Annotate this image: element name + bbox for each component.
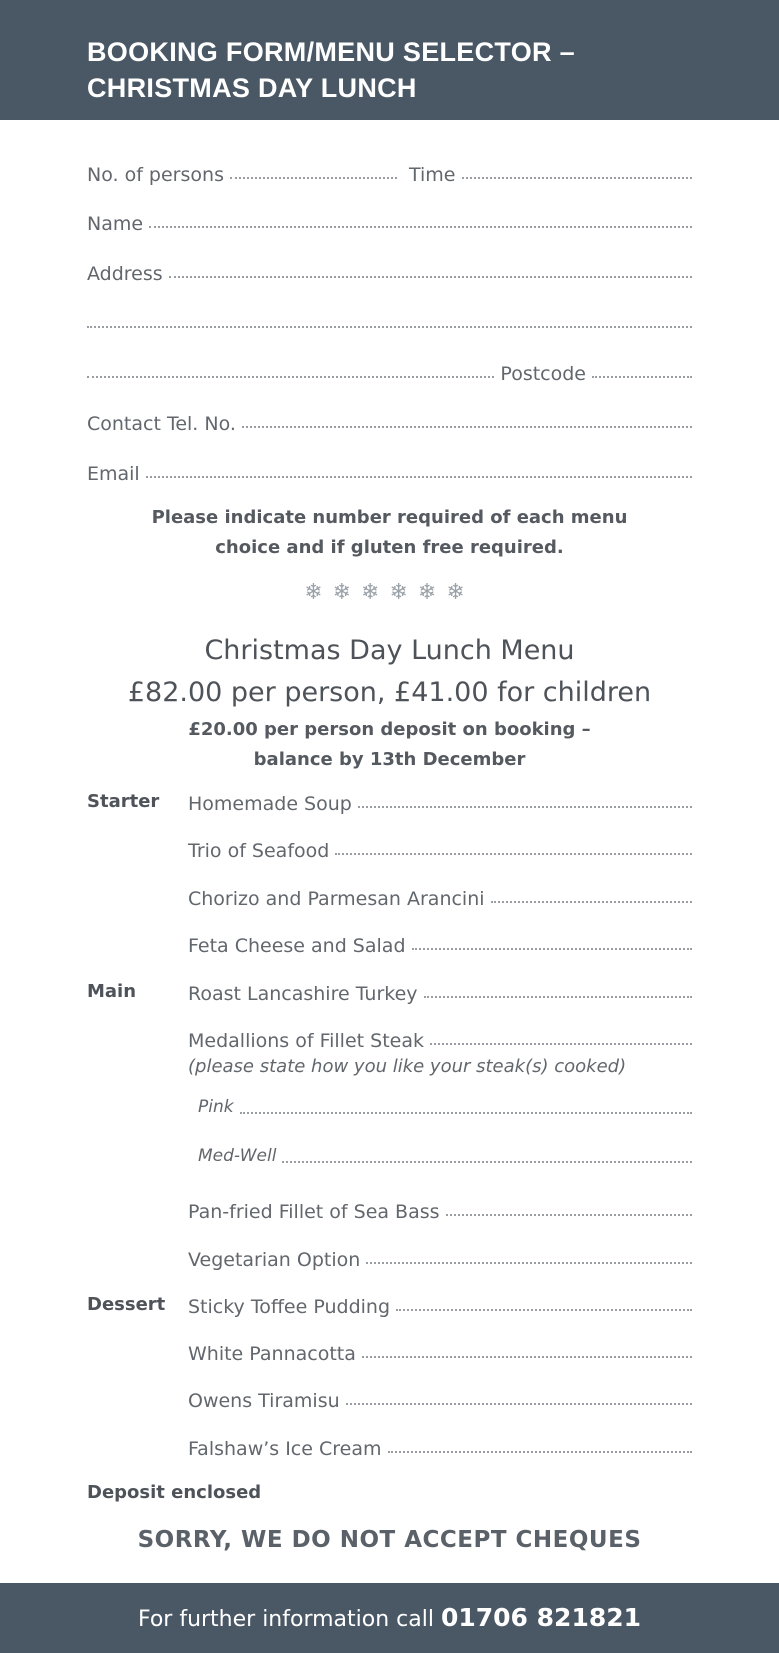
address-field-line-2[interactable]	[87, 309, 692, 335]
time-label: Time	[409, 164, 456, 186]
deposit-line-1: £20.00 per person deposit on booking –	[188, 719, 591, 740]
quantity-line[interactable]	[335, 853, 692, 855]
page-title	[87, 34, 575, 106]
instructions-line-1: Please indicate number required of each menu	[151, 507, 628, 528]
menu-item-dessert[interactable]	[188, 1386, 692, 1412]
item-label: Roast Lancashire Turkey	[188, 983, 418, 1005]
quantity-line[interactable]	[362, 1356, 692, 1358]
menu-heading	[0, 630, 779, 714]
item-label: Owens Tiramisu	[188, 1390, 340, 1412]
quantity-line[interactable]	[240, 1112, 692, 1114]
menu-item-main[interactable]	[188, 979, 692, 1005]
persons-input-line[interactable]	[230, 177, 397, 179]
item-label: Sticky Toffee Pudding	[188, 1296, 391, 1318]
footer-text: For further information call	[137, 1607, 434, 1632]
quantity-line[interactable]	[491, 901, 692, 903]
tel-label: Contact Tel. No.	[87, 413, 236, 435]
name-input-line[interactable]	[149, 226, 692, 228]
main-label: Main	[87, 981, 137, 1002]
time-field[interactable]	[409, 160, 692, 186]
starter-label: Starter	[87, 791, 160, 812]
menu-title: Christmas Day Lunch Menu	[204, 635, 575, 666]
quantity-line[interactable]	[366, 1262, 692, 1264]
title-line-1: BOOKING FORM/MENU SELECTOR –	[87, 37, 575, 67]
tel-field[interactable]	[87, 409, 692, 435]
item-label: Medallions of Fillet Steak	[188, 1030, 424, 1052]
snowflake-divider-icon: ❄❄❄❄❄❄	[304, 580, 475, 605]
menu-instructions	[0, 503, 779, 563]
persons-field[interactable]	[87, 160, 397, 186]
quantity-line[interactable]	[388, 1451, 693, 1453]
deposit-enclosed: Deposit enclosed	[87, 1482, 262, 1503]
menu-item-dessert[interactable]	[188, 1434, 692, 1460]
quantity-line[interactable]	[282, 1161, 692, 1163]
postcode-input-line[interactable]	[592, 376, 692, 378]
item-label: Feta Cheese and Salad	[188, 935, 406, 957]
email-field[interactable]	[87, 459, 692, 485]
item-label: White Pannacotta	[188, 1343, 356, 1365]
dessert-label: Dessert	[87, 1294, 166, 1315]
menu-item-main[interactable]	[188, 1245, 692, 1271]
item-label: Chorizo and Parmesan Arancini	[188, 888, 485, 910]
email-input-line[interactable]	[146, 476, 692, 478]
item-label: Vegetarian Option	[188, 1249, 361, 1271]
address-field[interactable]	[87, 259, 692, 285]
item-label: Trio of Seafood	[188, 840, 330, 862]
deposit-note	[0, 715, 779, 775]
menu-item-starter[interactable]	[188, 789, 692, 815]
quantity-line[interactable]	[430, 1043, 692, 1045]
steak-note: (please state how you like your steak(s) cooked)	[188, 1056, 627, 1077]
steak-option-label: Med-Well	[198, 1146, 277, 1166]
address-label: Address	[87, 263, 163, 285]
menu-item-starter[interactable]	[188, 931, 692, 957]
menu-item-starter[interactable]	[188, 884, 692, 910]
quantity-line[interactable]	[358, 806, 692, 808]
phone-number[interactable]: 01706 821821	[440, 1603, 642, 1632]
instructions-line-2: choice and if gluten free required.	[215, 537, 564, 558]
title-line-2: CHRISTMAS DAY LUNCH	[87, 73, 417, 103]
quantity-line[interactable]	[424, 996, 692, 998]
name-field[interactable]	[87, 209, 692, 235]
steak-option-label: Pink	[198, 1097, 234, 1117]
steak-option[interactable]	[198, 1093, 692, 1117]
menu-price: £82.00 per person, £41.00 for children	[127, 677, 652, 708]
time-input-line[interactable]	[462, 177, 693, 179]
tel-input-line[interactable]	[242, 426, 692, 428]
footer-banner	[0, 1583, 779, 1653]
quantity-line[interactable]	[396, 1309, 692, 1311]
footer-info	[0, 1603, 779, 1632]
item-label: Pan-fried Fillet of Sea Bass	[188, 1201, 440, 1223]
quantity-line[interactable]	[346, 1403, 692, 1405]
address-postcode-row[interactable]	[87, 359, 692, 385]
postcode-label: Postcode	[500, 363, 586, 385]
name-label: Name	[87, 213, 144, 235]
menu-item-starter[interactable]	[188, 836, 692, 862]
deposit-line-2: balance by 13th December	[253, 749, 526, 770]
header-banner	[0, 0, 779, 120]
menu-item-main[interactable]	[188, 1197, 692, 1223]
menu-item-dessert[interactable]	[188, 1339, 692, 1365]
steak-option[interactable]	[198, 1142, 692, 1166]
item-label: Homemade Soup	[188, 793, 352, 815]
quantity-line[interactable]	[412, 948, 693, 950]
address-input-line-3[interactable]	[87, 376, 494, 378]
persons-label: No. of persons	[87, 164, 224, 186]
no-cheques-notice: SORRY, WE DO NOT ACCEPT CHEQUES	[137, 1527, 642, 1553]
menu-item-dessert[interactable]	[188, 1292, 692, 1318]
item-label: Falshaw’s Ice Cream	[188, 1438, 382, 1460]
email-label: Email	[87, 463, 140, 485]
address-input-line-2[interactable]	[87, 326, 692, 328]
address-input-line-1[interactable]	[169, 276, 692, 278]
menu-item-main[interactable]	[188, 1026, 692, 1052]
quantity-line[interactable]	[446, 1214, 692, 1216]
